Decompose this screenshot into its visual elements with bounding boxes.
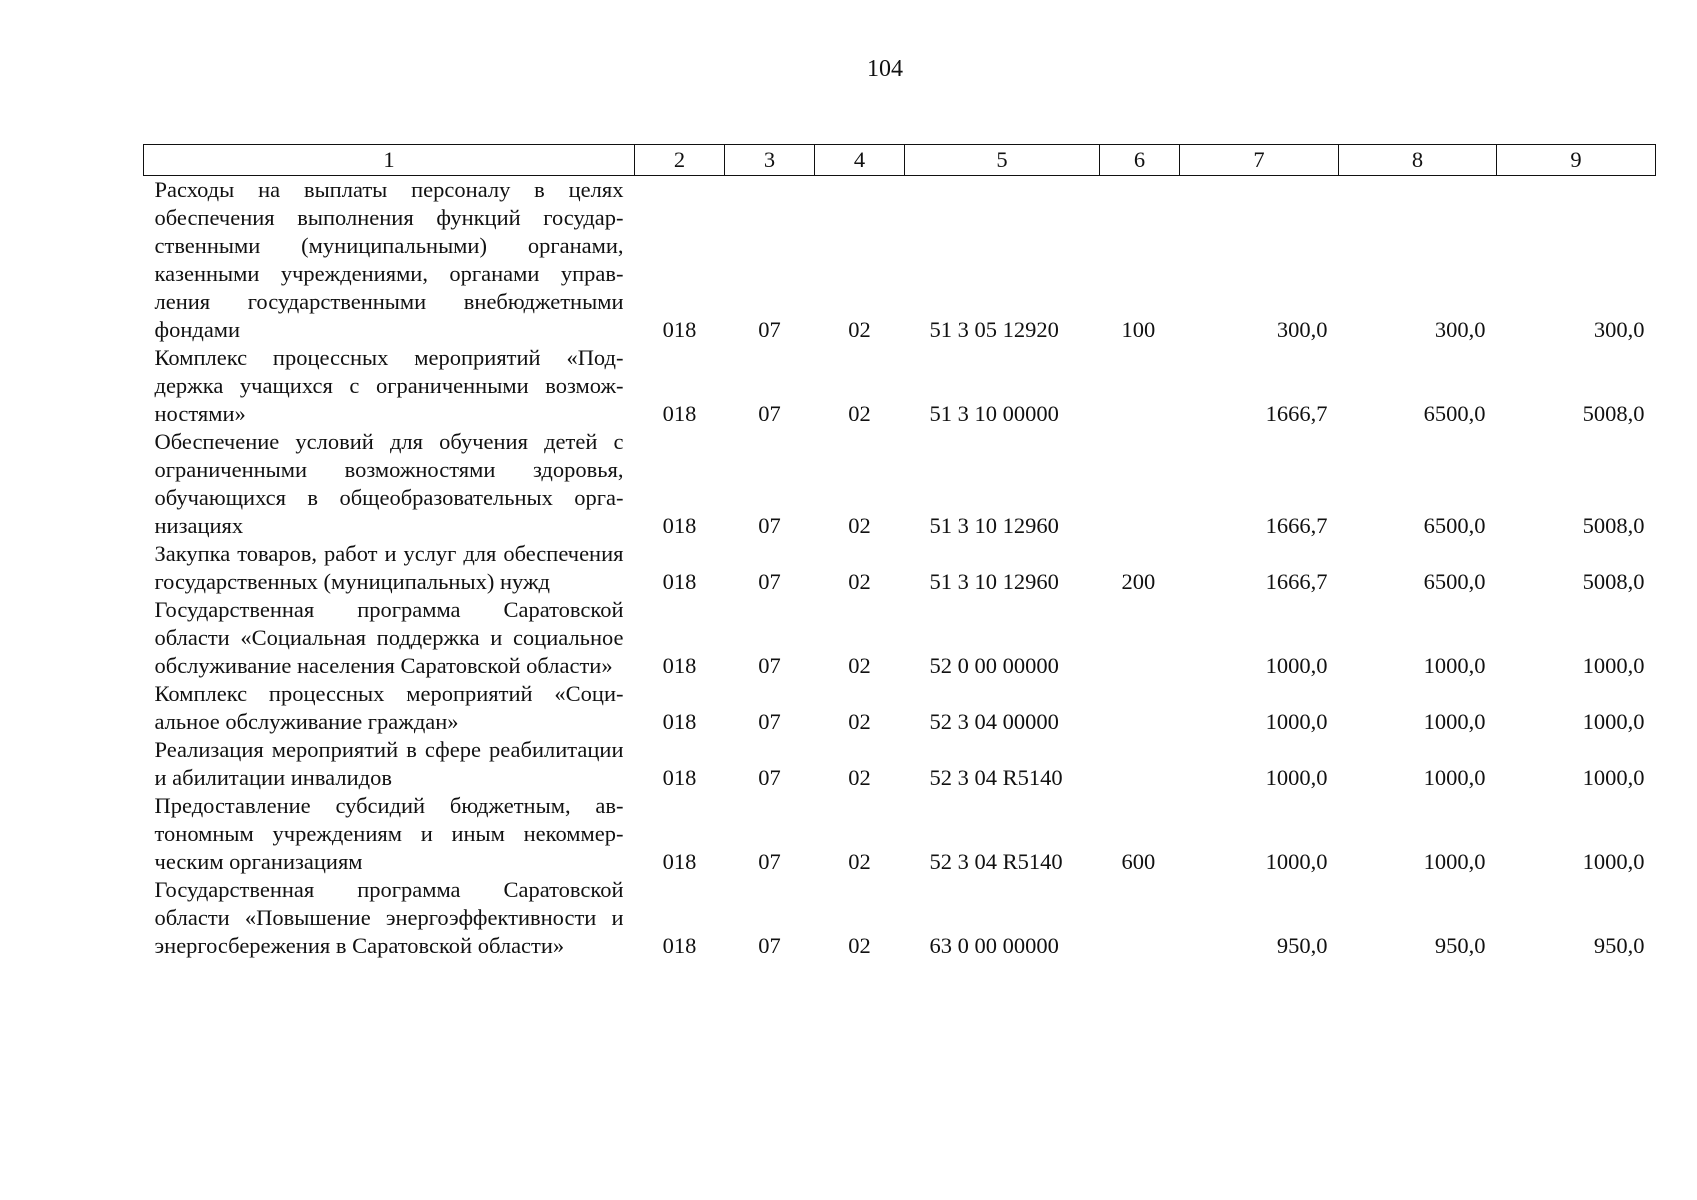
section-code: 07 — [758, 401, 781, 426]
table-row — [144, 736, 1656, 792]
grbs-code: 018 — [662, 765, 697, 790]
page-number: 104 — [867, 56, 903, 82]
section-code: 07 — [758, 513, 781, 538]
row-name: Обеспечение условий для обучения детей с ограниченными возможностями здоровья, обучающихся в общеобразовательных организациях — [154, 429, 624, 538]
amount-col9: 1000,0 — [1582, 765, 1645, 790]
column-header: 1 — [144, 145, 635, 176]
table-header — [144, 145, 1656, 176]
subsection-code: 02 — [848, 709, 871, 734]
column-header: 5 — [905, 145, 1100, 176]
row-name: Комплекс процессных мероприятий «Поддержка учащихся с ограниченными возможностями» — [154, 345, 624, 426]
amount-col7: 950,0 — [1276, 933, 1328, 958]
table-row — [144, 428, 1656, 540]
table-row — [144, 540, 1656, 596]
expense-type-code — [1100, 596, 1180, 680]
expense-type-code: 600 — [1121, 849, 1156, 874]
column-header: 6 — [1100, 145, 1180, 176]
subsection-code: 02 — [848, 849, 871, 874]
amount-col7: 1666,7 — [1265, 401, 1328, 426]
target-article-code: 52 0 00 00000 — [929, 653, 1059, 678]
row-name: Закупка товаров, работ и услуг для обеспечения государственных (муниципальных) нужд — [154, 541, 624, 594]
section-code: 07 — [758, 317, 781, 342]
grbs-code: 018 — [662, 933, 697, 958]
subsection-code: 02 — [848, 317, 871, 342]
target-article-code: 51 3 10 12960 — [929, 569, 1059, 594]
row-name: Комплекс процессных мероприятий «Социальное обслуживание граждан» — [154, 681, 624, 734]
amount-col7: 300,0 — [1276, 317, 1328, 342]
section-code: 07 — [758, 849, 781, 874]
amount-col8: 1000,0 — [1423, 653, 1486, 678]
section-code: 07 — [758, 653, 781, 678]
amount-col9: 300,0 — [1593, 317, 1645, 342]
subsection-code: 02 — [848, 513, 871, 538]
amount-col8: 950,0 — [1434, 933, 1486, 958]
target-article-code: 51 3 10 12960 — [929, 513, 1059, 538]
amount-col8: 300,0 — [1434, 317, 1486, 342]
amount-col7: 1000,0 — [1265, 765, 1328, 790]
table-row — [144, 344, 1656, 428]
column-header: 9 — [1497, 145, 1656, 176]
target-article-code: 63 0 00 00000 — [929, 933, 1059, 958]
amount-col7: 1000,0 — [1265, 849, 1328, 874]
amount-col8: 1000,0 — [1423, 765, 1486, 790]
amount-col9: 5008,0 — [1582, 401, 1645, 426]
amount-col7: 1666,7 — [1265, 513, 1328, 538]
subsection-code: 02 — [848, 569, 871, 594]
grbs-code: 018 — [662, 513, 697, 538]
budget-table — [143, 144, 1656, 960]
section-code: 07 — [758, 569, 781, 594]
amount-col7: 1000,0 — [1265, 709, 1328, 734]
header-row — [144, 145, 1656, 176]
column-header: 8 — [1339, 145, 1497, 176]
subsection-code: 02 — [848, 653, 871, 678]
column-header: 7 — [1180, 145, 1339, 176]
target-article-code: 52 3 04 R5140 — [929, 849, 1063, 874]
amount-col9: 5008,0 — [1582, 513, 1645, 538]
column-header: 4 — [815, 145, 905, 176]
table-row — [144, 792, 1656, 876]
row-name: Государственная программа Саратовской области «Повышение энергоэффективности и энергосбережения в Саратовской области» — [154, 877, 624, 958]
subsection-code: 02 — [848, 933, 871, 958]
grbs-code: 018 — [662, 709, 697, 734]
table-row — [144, 876, 1656, 960]
row-name: Расходы на выплаты персоналу в целях обеспечения выполнения функций государственными (муниципальными) органами, казенными учреждениями, органами управления государственными внебюджетными фондами — [154, 177, 624, 342]
column-header: 2 — [635, 145, 725, 176]
target-article-code: 51 3 10 00000 — [929, 401, 1059, 426]
expense-type-code: 200 — [1121, 569, 1156, 594]
table-row — [144, 680, 1656, 736]
target-article-code: 52 3 04 R5140 — [929, 765, 1063, 790]
section-code: 07 — [758, 709, 781, 734]
subsection-code: 02 — [848, 401, 871, 426]
row-name: Государственная программа Саратовской области «Социальная поддержка и социальное обслуживание населения Саратовской области» — [154, 597, 624, 678]
amount-col8: 6500,0 — [1423, 513, 1486, 538]
expense-type-code: 100 — [1121, 317, 1156, 342]
expense-type-code — [1100, 428, 1180, 540]
column-header: 3 — [725, 145, 815, 176]
amount-col8: 6500,0 — [1423, 401, 1486, 426]
amount-col9: 1000,0 — [1582, 709, 1645, 734]
amount-col9: 950,0 — [1593, 933, 1645, 958]
amount-col7: 1000,0 — [1265, 653, 1328, 678]
target-article-code: 52 3 04 00000 — [929, 709, 1059, 734]
grbs-code: 018 — [662, 401, 697, 426]
row-name: Предоставление субсидий бюджетным, автономным учреждениям и иным некоммерческим организациям — [154, 793, 624, 874]
subsection-code: 02 — [848, 765, 871, 790]
expense-type-code — [1100, 736, 1180, 792]
target-article-code: 51 3 05 12920 — [929, 317, 1059, 342]
section-code: 07 — [758, 933, 781, 958]
amount-col8: 1000,0 — [1423, 709, 1486, 734]
section-code: 07 — [758, 765, 781, 790]
grbs-code: 018 — [662, 653, 697, 678]
amount-col9: 5008,0 — [1582, 569, 1645, 594]
amount-col7: 1666,7 — [1265, 569, 1328, 594]
table-row — [144, 176, 1656, 345]
amount-col9: 1000,0 — [1582, 653, 1645, 678]
grbs-code: 018 — [662, 317, 697, 342]
table-body — [144, 176, 1656, 961]
expense-type-code — [1100, 680, 1180, 736]
amount-col8: 6500,0 — [1423, 569, 1486, 594]
expense-type-code — [1100, 344, 1180, 428]
row-name: Реализация мероприятий в сфере реабилитации и абилитации инвалидов — [154, 737, 624, 790]
expense-type-code — [1100, 876, 1180, 960]
amount-col8: 1000,0 — [1423, 849, 1486, 874]
table-row — [144, 596, 1656, 680]
grbs-code: 018 — [662, 849, 697, 874]
grbs-code: 018 — [662, 569, 697, 594]
amount-col9: 1000,0 — [1582, 849, 1645, 874]
